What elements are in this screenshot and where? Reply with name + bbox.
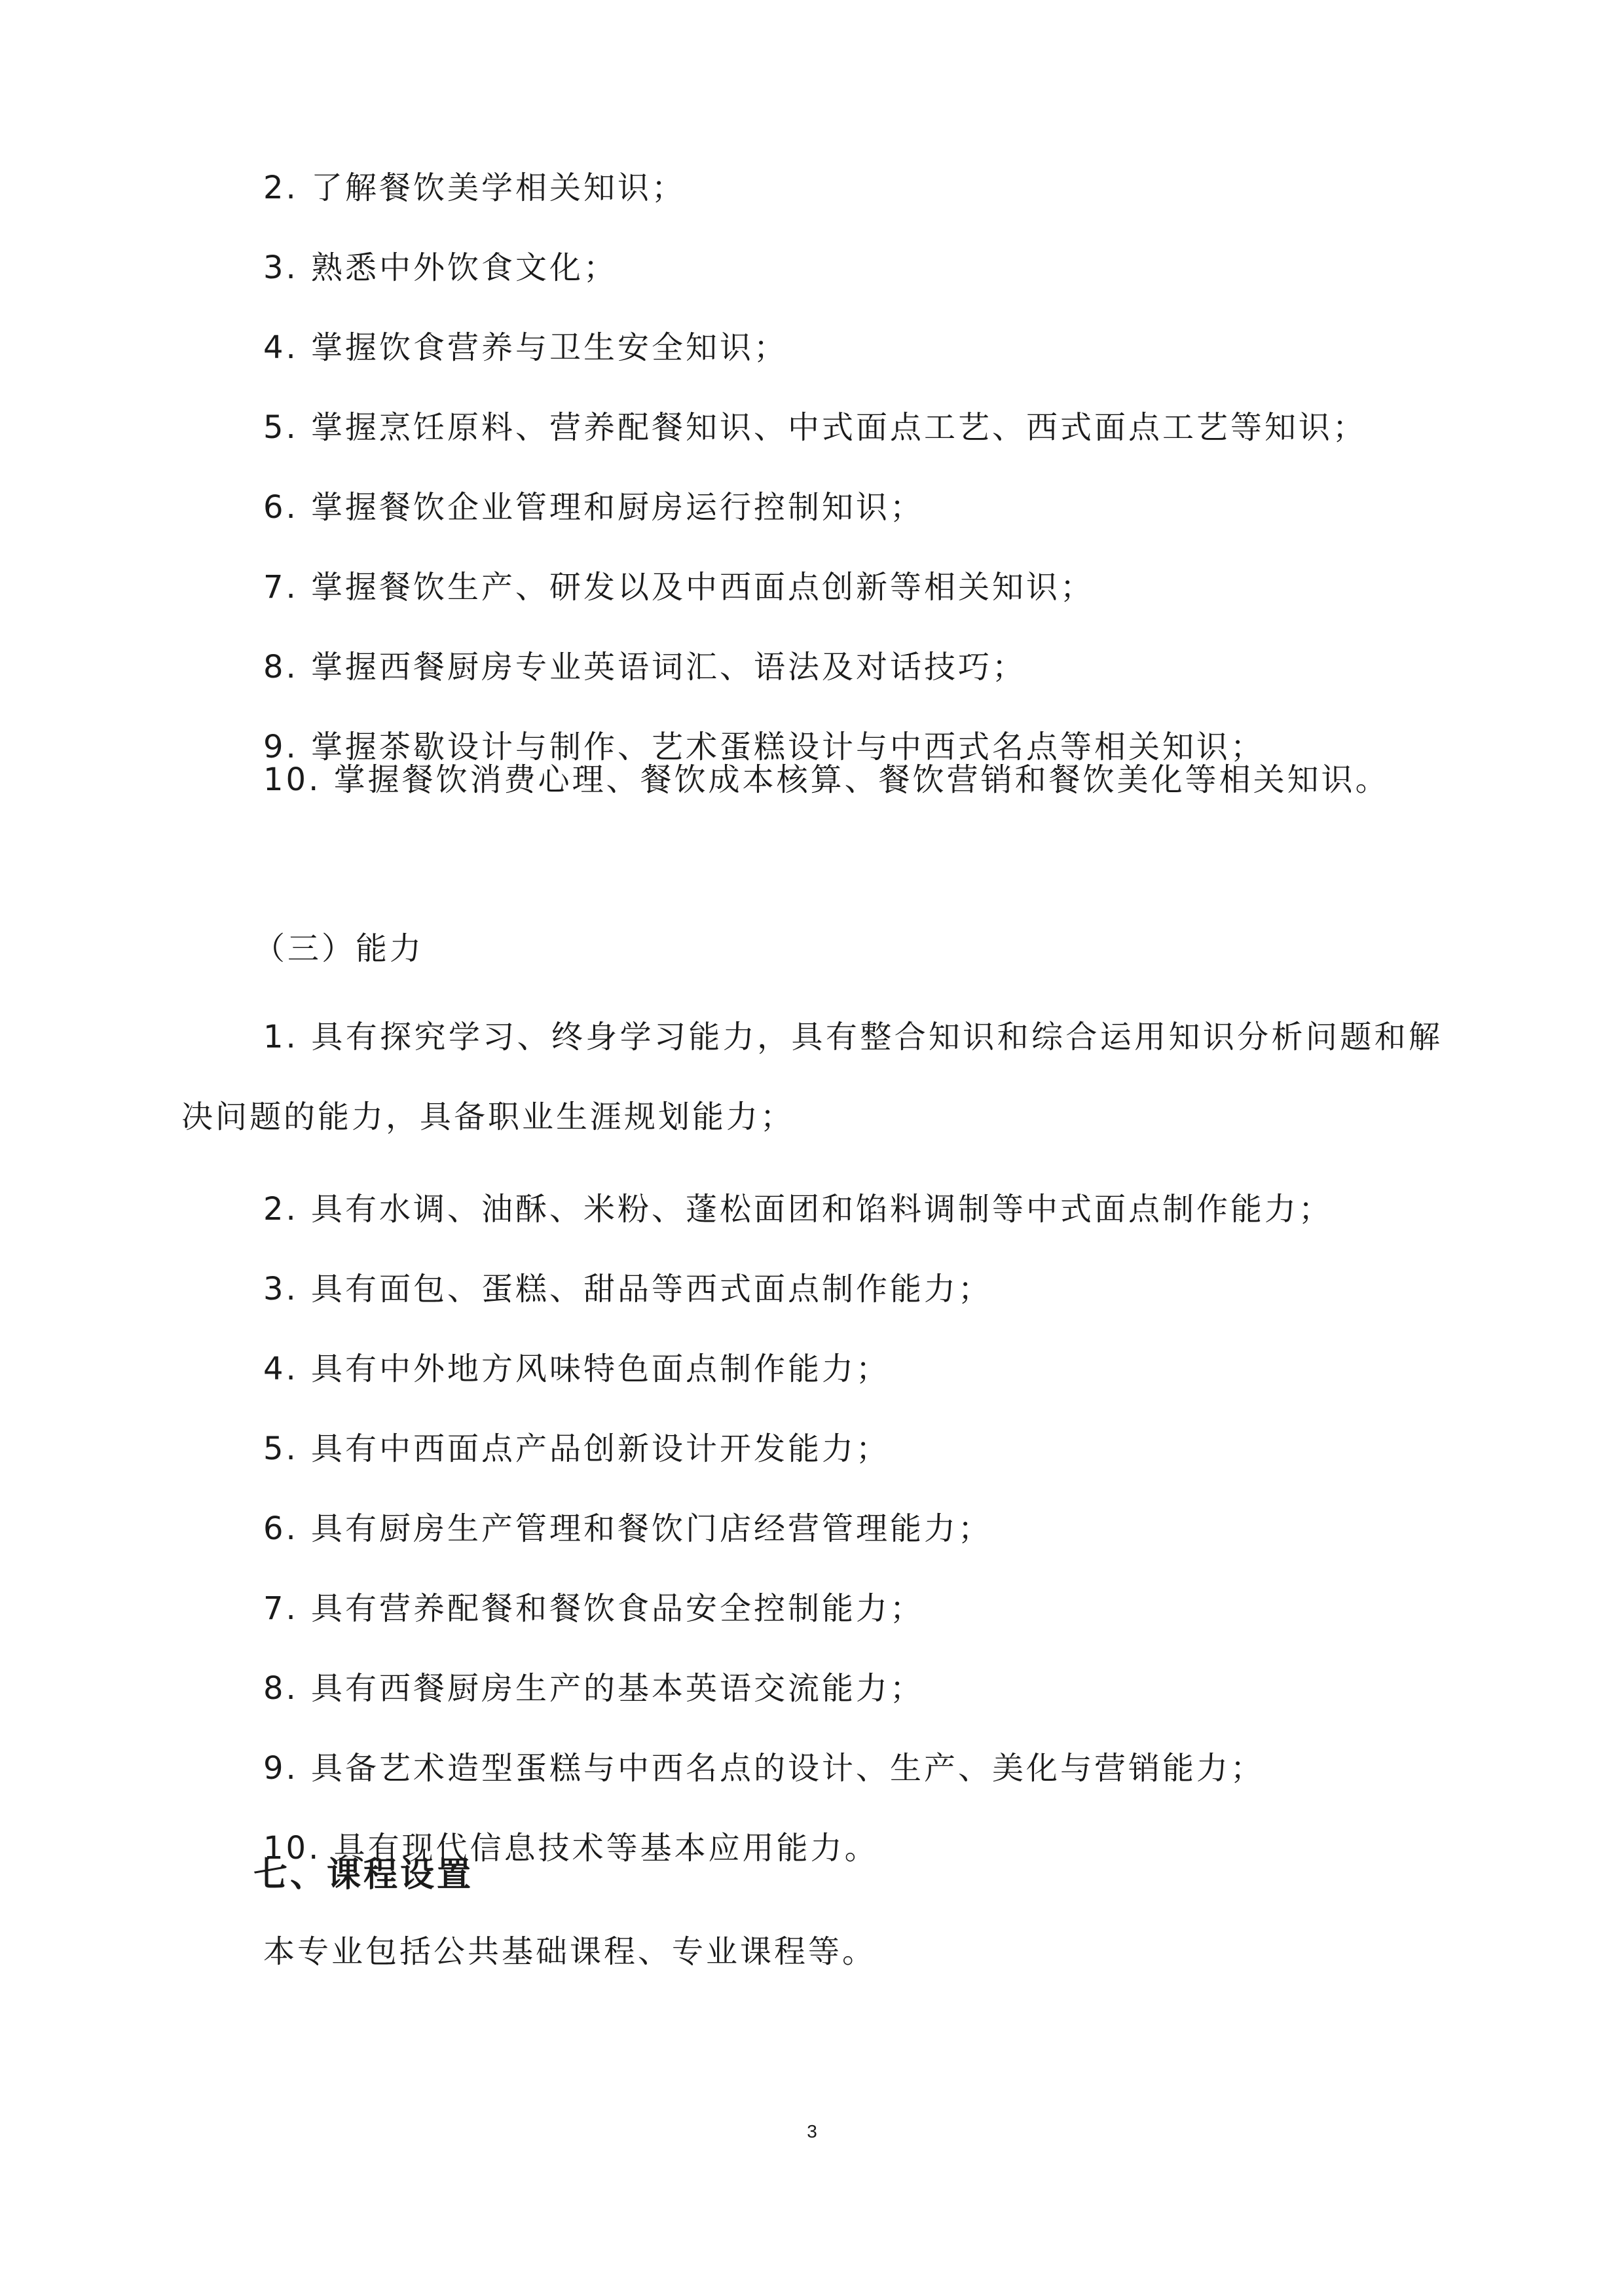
knowledge-item-3: 3. 熟悉中外饮食文化；: [263, 249, 618, 286]
knowledge-item-2: 2. 了解餐饮美学相关知识；: [263, 170, 686, 206]
knowledge-item-10-block: [181, 759, 1443, 820]
knowledge-item-6: 6. 掌握餐饮企业管理和厨房运行控制知识；: [263, 489, 925, 526]
section-intro: 本专业包括公共基础课程、专业课程等。: [263, 1933, 877, 1970]
knowledge-item-9: 9. 掌握茶歇设计与制作、艺术蛋糕设计与中西式名点等相关知识；: [263, 729, 1265, 765]
ability-item-8: 8. 具有西餐厨房生产的基本英语交流能力；: [263, 1670, 925, 1707]
ability-item-2: 2. 具有水调、油酥、米粉、蓬松面团和馅料调制等中式面点制作能力；: [263, 1191, 1333, 1228]
knowledge-item-5: 5. 掌握烹饪原料、营养配餐知识、中式面点工艺、西式面点工艺等知识；: [263, 409, 1367, 446]
ability-heading: （三）能力: [253, 930, 424, 967]
ability-item-1: 1. 具有探究学习、终身学习能力，具有整合知识和综合运用知识分析问题和解决问题的能力，具备职业生涯规划能力；: [181, 1019, 1443, 1135]
ability-item-3: 3. 具有面包、蛋糕、甜品等西式面点制作能力；: [263, 1271, 993, 1307]
knowledge-item-7: 7. 掌握餐饮生产、研发以及中西面点创新等相关知识；: [263, 569, 1095, 606]
section-heading: 七、课程设置: [253, 1855, 474, 1895]
page-number: 3: [807, 2121, 817, 2141]
course-section: [181, 1854, 1443, 1896]
knowledge-item-8: 8. 掌握西餐厨房专业英语词汇、语法及对话技巧；: [263, 649, 1027, 685]
knowledge-item-4: 4. 掌握饮食营养与卫生安全知识；: [263, 329, 788, 366]
ability-item-10: 10. 具有现代信息技术等基本应用能力。: [263, 1830, 879, 1867]
course-intro-block: [181, 1931, 1443, 1973]
knowledge-item-10: 10. 掌握餐饮消费心理、餐饮成本核算、餐饮营销和餐饮美化等相关知识。: [263, 761, 1390, 798]
ability-item-7: 7. 具有营养配餐和餐饮食品安全控制能力；: [263, 1590, 925, 1627]
ability-item-5: 5. 具有中西面点产品创新设计开发能力；: [263, 1430, 891, 1467]
ability-item-1-block: [181, 1016, 1443, 1157]
ability-list: [181, 1188, 1443, 1907]
knowledge-list: [181, 167, 1443, 806]
ability-item-4: 4. 具有中外地方风味特色面点制作能力；: [263, 1351, 891, 1387]
ability-section: [181, 928, 1443, 970]
ability-item-9: 9. 具备艺术造型蛋糕与中西名点的设计、生产、美化与营销能力；: [263, 1750, 1265, 1787]
ability-item-6: 6. 具有厨房生产管理和餐饮门店经营管理能力；: [263, 1510, 993, 1547]
